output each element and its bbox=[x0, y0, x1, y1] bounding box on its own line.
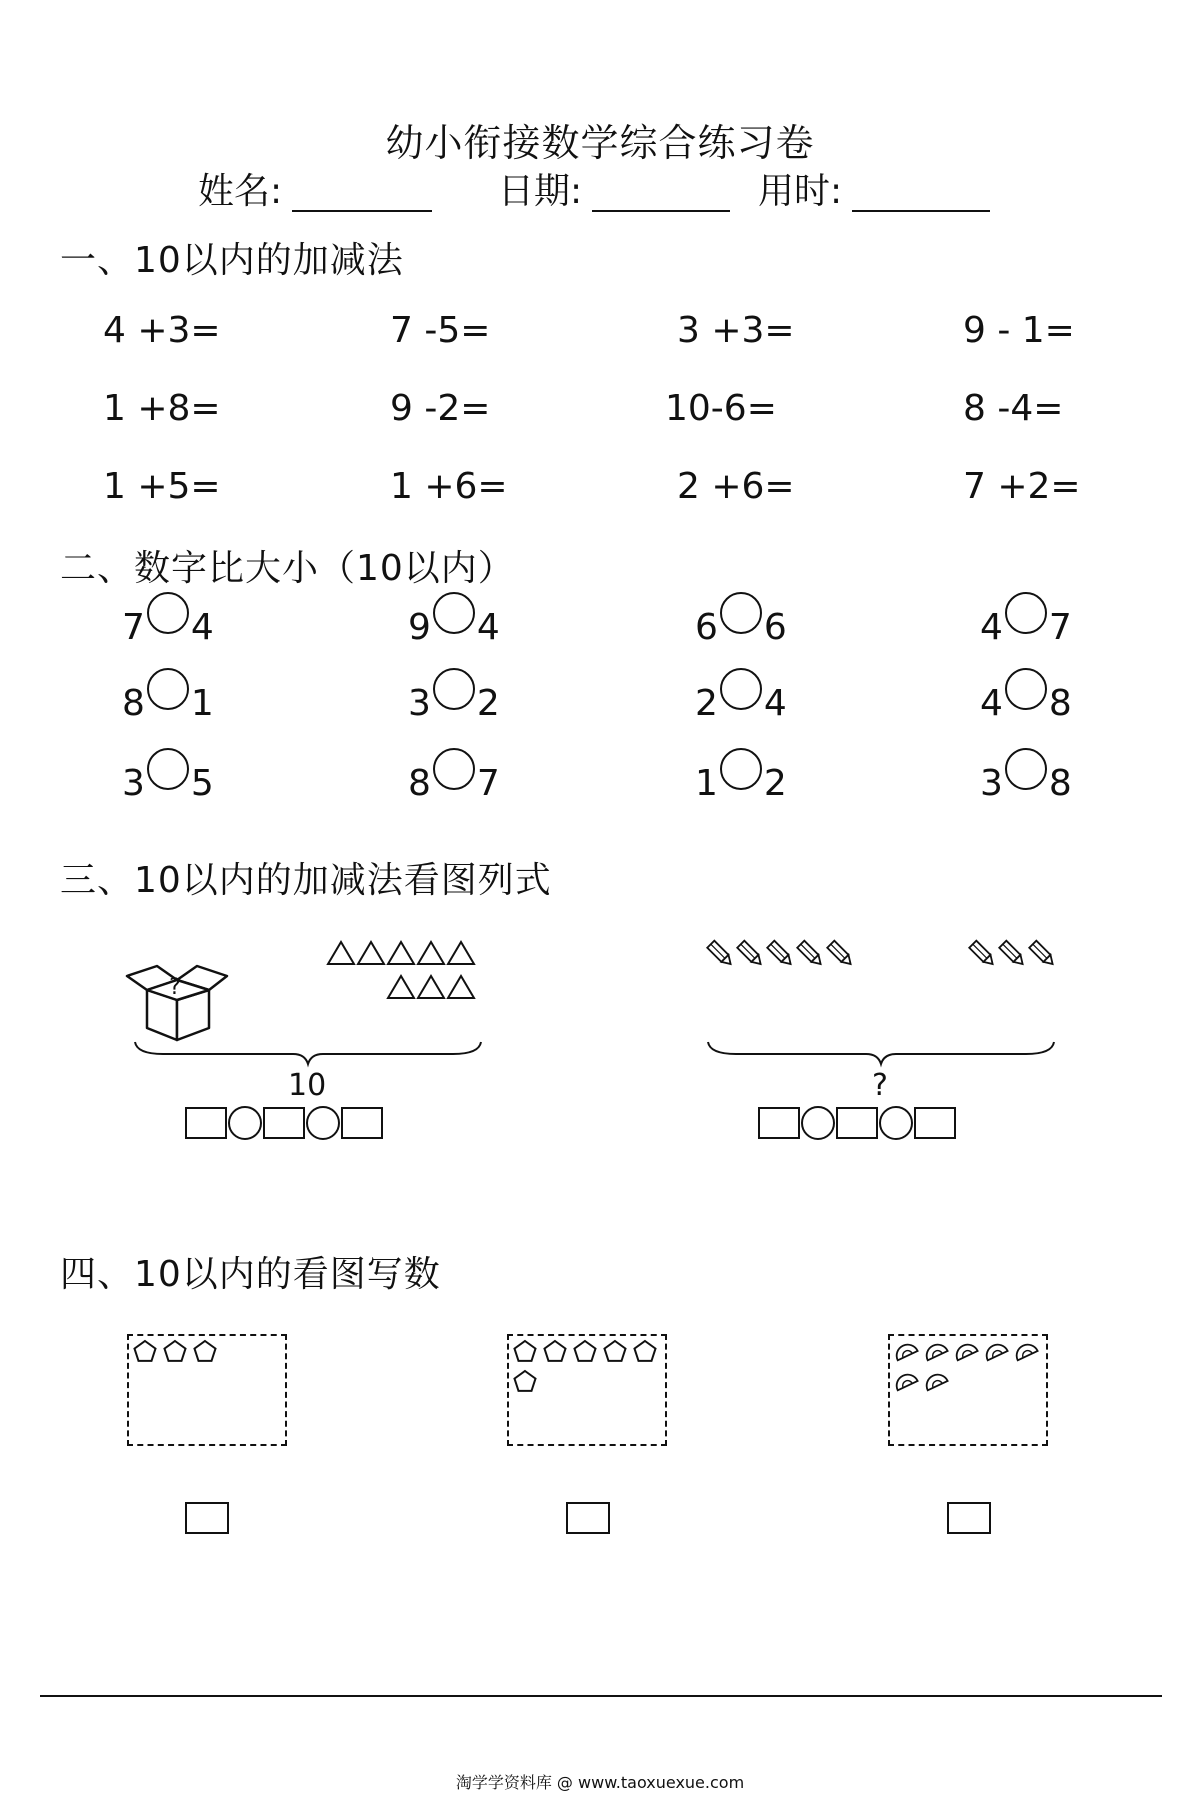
picture-items bbox=[509, 1336, 665, 1444]
compare-item bbox=[122, 592, 214, 648]
compare-right: 4 bbox=[476, 607, 500, 648]
pentagon-icon bbox=[545, 1341, 566, 1361]
equation: 2 +6= bbox=[677, 466, 795, 507]
protractor-icon bbox=[983, 1341, 1008, 1360]
footer-text: 淘学学资料库 @ www.taoxuexue.com bbox=[455, 1773, 745, 1792]
protractor-icon bbox=[893, 1371, 918, 1390]
compare-circle[interactable] bbox=[720, 668, 762, 710]
protractor-icon bbox=[923, 1371, 948, 1390]
compare-item bbox=[122, 668, 214, 724]
compare-circle[interactable] bbox=[147, 748, 189, 790]
equation: 3 +3= bbox=[677, 310, 795, 351]
compare-circle[interactable] bbox=[1005, 748, 1047, 790]
compare-item bbox=[408, 748, 500, 804]
answer-square[interactable] bbox=[758, 1107, 800, 1139]
answer-row bbox=[185, 1106, 383, 1140]
compare-item bbox=[408, 668, 500, 724]
compare-right: 2 bbox=[763, 763, 787, 804]
picture-box bbox=[507, 1334, 667, 1446]
brace-right bbox=[706, 1040, 1056, 1070]
compare-left: 3 bbox=[122, 763, 145, 804]
section2-heading: 二、数字比大小（10以内） bbox=[60, 548, 515, 589]
equation: 4 +3= bbox=[103, 310, 221, 351]
protractor-icon bbox=[893, 1341, 918, 1360]
compare-right: 7 bbox=[476, 763, 500, 804]
compare-circle[interactable] bbox=[147, 592, 189, 634]
answer-square[interactable] bbox=[185, 1107, 227, 1139]
triangle-icon bbox=[448, 976, 474, 998]
answer-box[interactable] bbox=[566, 1502, 610, 1534]
pencil-icon bbox=[767, 941, 794, 968]
compare-left: 8 bbox=[122, 683, 145, 724]
equation: 10-6= bbox=[665, 388, 777, 429]
compare-left: 7 bbox=[122, 607, 145, 648]
protractor-icon bbox=[923, 1341, 948, 1360]
pentagon-icon bbox=[515, 1341, 536, 1361]
section3-heading: 三、10以内的加减法看图列式 bbox=[60, 860, 552, 901]
pentagon-icon bbox=[635, 1341, 656, 1361]
section1-heading: 一、10以内的加减法 bbox=[60, 240, 404, 281]
triangle-icon bbox=[448, 942, 474, 964]
protractor-icon bbox=[953, 1341, 978, 1360]
compare-circle[interactable] bbox=[1005, 592, 1047, 634]
compare-right: 4 bbox=[763, 683, 787, 724]
triangles-group bbox=[326, 938, 486, 1004]
compare-circle[interactable] bbox=[720, 748, 762, 790]
compare-left: 3 bbox=[980, 763, 1003, 804]
triangle-icon bbox=[328, 942, 354, 964]
answer-box[interactable] bbox=[947, 1502, 991, 1534]
answer-square[interactable] bbox=[914, 1107, 956, 1139]
compare-right: 4 bbox=[190, 607, 214, 648]
pencil-icon bbox=[969, 941, 996, 968]
pencil-icon bbox=[707, 941, 734, 968]
operator-circle[interactable] bbox=[801, 1106, 835, 1140]
compare-right: 5 bbox=[190, 763, 214, 804]
footer-divider bbox=[40, 1695, 1162, 1697]
pencil-icon bbox=[827, 941, 854, 968]
compare-item bbox=[695, 668, 787, 724]
operator-circle[interactable] bbox=[306, 1106, 340, 1140]
box-question: ? bbox=[169, 975, 181, 1000]
compare-item bbox=[695, 748, 787, 804]
compare-item bbox=[980, 668, 1072, 724]
compare-circle[interactable] bbox=[147, 668, 189, 710]
time-label: 用时: bbox=[758, 171, 843, 212]
open-box-icon bbox=[125, 948, 230, 1044]
compare-right: 8 bbox=[1048, 763, 1072, 804]
section4-heading: 四、10以内的看图写数 bbox=[60, 1254, 441, 1295]
operator-circle[interactable] bbox=[228, 1106, 262, 1140]
compare-left: 9 bbox=[408, 607, 431, 648]
answer-square[interactable] bbox=[263, 1107, 305, 1139]
pencils-group bbox=[962, 934, 1062, 970]
compare-right: 7 bbox=[1048, 607, 1072, 648]
equation: 9 - 1= bbox=[963, 310, 1075, 351]
pentagon-icon bbox=[605, 1341, 626, 1361]
answer-square[interactable] bbox=[341, 1107, 383, 1139]
compare-item bbox=[408, 592, 500, 648]
pentagon-icon bbox=[515, 1371, 536, 1391]
name-blank[interactable] bbox=[292, 174, 432, 212]
equation: 9 -2= bbox=[390, 388, 491, 429]
equation: 7 +2= bbox=[963, 466, 1081, 507]
answer-row bbox=[758, 1106, 956, 1140]
date-label: 日期: bbox=[498, 171, 583, 212]
pentagon-icon bbox=[165, 1341, 186, 1361]
answer-box[interactable] bbox=[185, 1502, 229, 1534]
triangle-icon bbox=[358, 942, 384, 964]
compare-circle[interactable] bbox=[433, 668, 475, 710]
pencil-icon bbox=[797, 941, 824, 968]
compare-circle[interactable] bbox=[433, 748, 475, 790]
compare-right: 2 bbox=[476, 683, 500, 724]
equation: 1 +8= bbox=[103, 388, 221, 429]
compare-left: 6 bbox=[695, 607, 718, 648]
compare-right: 8 bbox=[1048, 683, 1072, 724]
compare-left: 1 bbox=[695, 763, 718, 804]
triangle-icon bbox=[388, 942, 414, 964]
equation: 1 +5= bbox=[103, 466, 221, 507]
equation: 1 +6= bbox=[390, 466, 508, 507]
compare-left: 4 bbox=[980, 607, 1003, 648]
compare-item bbox=[980, 748, 1072, 804]
date-field[interactable] bbox=[498, 168, 730, 216]
pencil-icon bbox=[1029, 941, 1056, 968]
time-blank[interactable] bbox=[852, 174, 990, 212]
compare-circle[interactable] bbox=[1005, 668, 1047, 710]
triangle-icon bbox=[418, 942, 444, 964]
name-label: 姓名: bbox=[198, 171, 283, 212]
compare-circle[interactable] bbox=[433, 592, 475, 634]
compare-left: 3 bbox=[408, 683, 431, 724]
compare-left: 8 bbox=[408, 763, 431, 804]
equation: 7 -5= bbox=[390, 310, 491, 351]
triangle-icon bbox=[388, 976, 414, 998]
compare-item bbox=[695, 592, 787, 648]
pencils-group bbox=[700, 934, 860, 970]
pencil-icon bbox=[999, 941, 1026, 968]
compare-item bbox=[980, 592, 1072, 648]
compare-right: 6 bbox=[763, 607, 787, 648]
name-field[interactable] bbox=[198, 168, 432, 216]
time-field[interactable] bbox=[758, 168, 990, 216]
compare-left: 2 bbox=[695, 683, 718, 724]
compare-right: 1 bbox=[190, 683, 214, 724]
picture-items bbox=[129, 1336, 285, 1444]
protractor-icon bbox=[1013, 1341, 1038, 1360]
page-title: 幼小衔接数学综合练习卷 bbox=[385, 121, 815, 165]
compare-circle[interactable] bbox=[720, 592, 762, 634]
compare-left: 4 bbox=[980, 683, 1003, 724]
pentagon-icon bbox=[575, 1341, 596, 1361]
total-label: 10 bbox=[288, 1068, 327, 1103]
brace-left bbox=[133, 1040, 483, 1070]
triangle-icon bbox=[418, 976, 444, 998]
compare-item bbox=[122, 748, 214, 804]
total-label: ? bbox=[872, 1068, 888, 1103]
picture-items bbox=[890, 1336, 1046, 1444]
pentagon-icon bbox=[135, 1341, 156, 1361]
picture-box bbox=[888, 1334, 1048, 1446]
answer-square[interactable] bbox=[836, 1107, 878, 1139]
operator-circle[interactable] bbox=[879, 1106, 913, 1140]
equation: 8 -4= bbox=[963, 388, 1064, 429]
date-blank[interactable] bbox=[592, 174, 730, 212]
picture-box bbox=[127, 1334, 287, 1446]
pencil-icon bbox=[737, 941, 764, 968]
pentagon-icon bbox=[195, 1341, 216, 1361]
